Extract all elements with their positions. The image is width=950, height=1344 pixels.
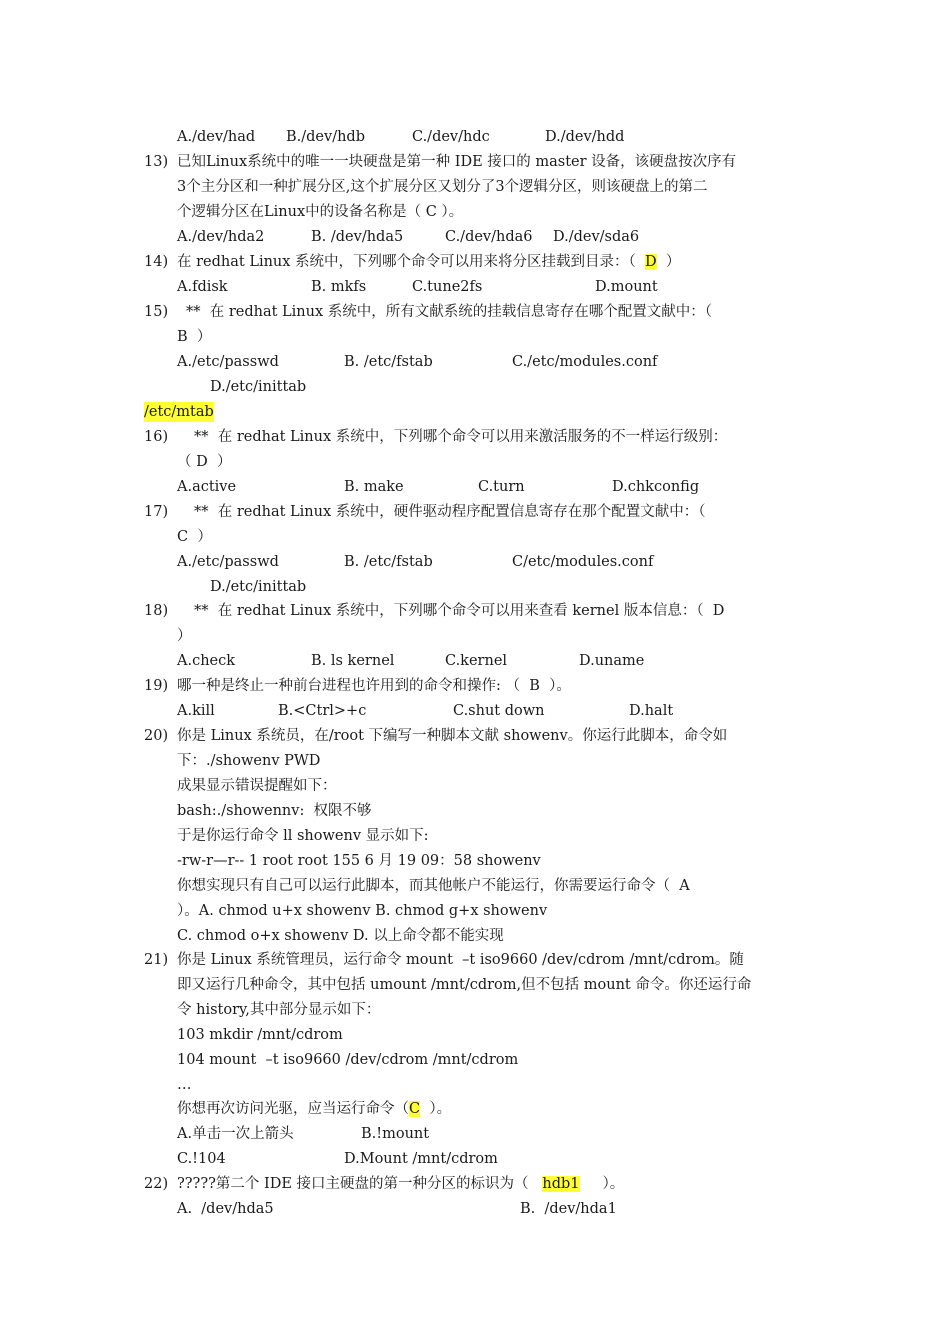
q18-option-a: A.check <box>177 653 236 669</box>
q12-option-a: A./dev/had <box>177 129 256 145</box>
q22-option-b: B. /dev/hda1 <box>520 1201 617 1217</box>
q20-number: 20) <box>144 728 169 744</box>
q20-text-line4: bash:./showennv: 权限不够 <box>177 803 372 819</box>
q19-option-c: C.shut down <box>453 703 545 719</box>
q17-option-b: B. /etc/fstab <box>344 554 433 570</box>
q20-text-line8: ）。A. chmod u+x showenv B. chmod g+x showenv <box>177 903 548 919</box>
q18-option-d: D.uname <box>579 653 645 669</box>
q17-option-a: A./etc/passwd <box>177 554 279 570</box>
q21-number: 21) <box>144 952 169 968</box>
q13-option-c: C./dev/hda6 <box>445 229 533 245</box>
q21-text-line5: 104 mount –t iso9660 /dev/cdrom /mnt/cdrom <box>177 1052 519 1068</box>
q21-option-b: B.!mount <box>361 1126 430 1142</box>
q17-number: 17) <box>144 504 169 520</box>
q15-option-a: A./etc/passwd <box>177 354 279 370</box>
q18-option-c: C.kernel <box>445 653 508 669</box>
q20-text-line6: -rw-r—r-- 1 root root 155 6 月 19 09：58 showenv <box>177 853 541 869</box>
q15-option-c: C./etc/modules.conf <box>512 354 658 370</box>
q14-answer-highlight: D <box>645 254 657 270</box>
q21-option-a: A.单击一次上箭头 <box>177 1126 294 1142</box>
q19-option-b: B.<Ctrl>+c <box>278 703 367 719</box>
q15-number: 15) <box>144 304 169 320</box>
q16-option-b: B. make <box>344 479 404 495</box>
q16-text-line1: ** 在 redhat Linux 系统中，下列哪个命令可以用来激活服务的不一样运行级别： <box>194 429 728 445</box>
q21-text-line3: 令 history,其中部分显示如下： <box>177 1002 381 1018</box>
q19-option-a: A.kill <box>177 703 215 719</box>
q13-number: 13) <box>144 154 169 170</box>
q18-option-b: B. ls kernel <box>311 653 395 669</box>
q21-text-line6: … <box>177 1077 192 1093</box>
q21-text-after: ）。 <box>420 1101 452 1117</box>
q17-text-line2: C ） <box>177 529 212 545</box>
q15-option-d: D./etc/inittab <box>210 379 307 395</box>
q13-text-line2: 3个主分区和一种扩展分区,这个扩展分区又划分了3个逻辑分区，则该硬盘上的第二 <box>177 179 708 195</box>
q14-option-d: D.mount <box>595 279 658 295</box>
q21-text-line2: 即又运行几种命令，其中包括 umount /mnt/cdrom,但不包括 mount 命令。你还运行命 <box>177 977 752 993</box>
q20-text-line5: 于是你运行命令 ll showenv 显示如下: <box>177 828 429 844</box>
q20-text-line3: 成果显示错误提醒如下： <box>177 778 337 794</box>
q14-number: 14) <box>144 254 169 270</box>
q19-number: 19) <box>144 678 169 694</box>
q13-option-a: A./dev/hda2 <box>177 229 265 245</box>
q14-text-before: 在 redhat Linux 系统中，下列哪个命令可以用来将分区挂载到目录：（ <box>177 254 636 270</box>
q22-number: 22) <box>144 1176 169 1192</box>
q22-text-after: ）。 <box>602 1176 625 1192</box>
q20-text-line1: 你是 Linux 系统员，在/root 下编写一种脚本文献 showenv。你运行此脚本，命令如 <box>177 728 728 744</box>
q16-number: 16) <box>144 429 169 445</box>
q13-text-line1: 已知Linux系统中的唯一一块硬盘是第一种 IDE 接口的 master 设备，该硬盘按次序有 <box>177 154 737 170</box>
q22-option-a: A. /dev/hda5 <box>177 1201 274 1217</box>
q18-text-line2: ） <box>177 628 192 644</box>
q20-text-line2: 下：./showenv PWD <box>177 753 321 769</box>
q14-option-b: B. mkfs <box>311 279 367 295</box>
q18-number: 18) <box>144 603 169 619</box>
q13-text-line3: 个逻辑分区在Linux中的设备名称是（ C ）。 <box>177 204 464 220</box>
q21-text-before: 你想再次访问光驱，应当运行命令（ <box>177 1101 409 1117</box>
q21-text-line1: 你是 Linux 系统管理员，运行命令 mount –t iso9660 /dev/cdrom /mnt/cdrom。随 <box>177 952 744 968</box>
q12-option-d: D./dev/hdd <box>545 129 625 145</box>
q14-option-a: A.fdisk <box>177 279 228 295</box>
q17-option-d: D./etc/inittab <box>210 579 307 595</box>
q14-text <box>177 252 680 272</box>
q16-text-line2: （ D ） <box>177 454 232 470</box>
q21-option-c: C.!104 <box>177 1151 226 1167</box>
q20-text-line7: 你想实现只有自己可以运行此脚本，而其他帐户不能运行，你需要运行命令（ A <box>177 878 690 894</box>
q21-option-d: D.Mount /mnt/cdrom <box>344 1151 498 1167</box>
q15-option-b: B. /etc/fstab <box>344 354 433 370</box>
q21-answer-highlight: C <box>409 1101 421 1117</box>
q15-note-highlight: /etc/mtab <box>144 404 214 420</box>
q16-option-d: D.chkconfig <box>612 479 700 495</box>
q15-text-line2: B ） <box>177 329 212 345</box>
q21-text-line7 <box>177 1099 451 1119</box>
q18-text-line1: ** 在 redhat Linux 系统中，下列哪个命令可以用来查看 kernel 版本信息：（ D <box>194 603 725 619</box>
q19-option-d: D.halt <box>629 703 674 719</box>
q22-text-before: ?????第二个 IDE 接口主硬盘的第一种分区的标识为（ <box>177 1176 529 1192</box>
q15-text-line1: ** 在 redhat Linux 系统中，所有文献系统的挂载信息寄存在哪个配置文献中：（ <box>186 304 713 320</box>
q14-text-after: ） <box>665 254 681 270</box>
q19-text: 哪一种是终止一种前台进程也许用到的命令和操作: （ B ）。 <box>177 678 571 694</box>
q22-answer-highlight: hdb1 <box>542 1176 580 1192</box>
q20-text-line9: C. chmod o+x showenv D. 以上命令都不能实现 <box>177 928 504 944</box>
q12-option-c: C./dev/hdc <box>412 129 490 145</box>
q22-text <box>177 1174 624 1194</box>
q13-option-b: B. /dev/hda5 <box>311 229 404 245</box>
q16-option-a: A.active <box>177 479 237 495</box>
q12-option-b: B./dev/hdb <box>286 129 365 145</box>
q17-option-c: C/etc/modules.conf <box>512 554 654 570</box>
q16-option-c: C.turn <box>478 479 525 495</box>
q17-text-line1: ** 在 redhat Linux 系统中，硬件驱动程序配置信息寄存在那个配置文献中：（ <box>194 504 706 520</box>
q14-option-c: C.tune2fs <box>412 279 483 295</box>
q13-option-d: D./dev/sda6 <box>553 229 640 245</box>
q21-text-line4: 103 mkdir /mnt/cdrom <box>177 1027 343 1043</box>
